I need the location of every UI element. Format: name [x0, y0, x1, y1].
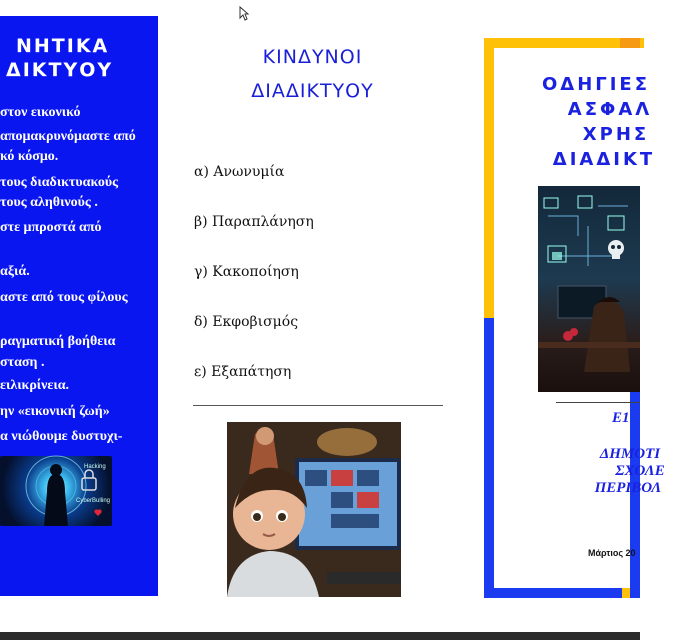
cover-title-line: ΟΔΗΓΙΕΣ	[541, 74, 651, 95]
divider	[193, 405, 443, 406]
risk-item: α) Ανωνυμία	[194, 164, 285, 180]
risk-item: ε) Εξαπάτηση	[194, 364, 292, 380]
cover-title-line: ΔΙΑΔΙΚΤ	[552, 149, 656, 170]
class-label: Ε1	[612, 410, 630, 426]
cyber-threats-image	[0, 456, 112, 526]
left-bullet: κό κόσμο.	[0, 149, 59, 164]
image-label-cyberbulling: CyberBulling	[76, 498, 111, 504]
middle-title-line: ΔΙΑΔΙΚΤΥΟΥ	[251, 80, 374, 102]
left-bullet: απομακρυνόμαστε από	[0, 129, 136, 144]
cover-divider	[556, 402, 640, 403]
bottom-bar	[0, 632, 640, 640]
mouse-cursor-icon	[239, 6, 249, 26]
left-bullet: ραγματική βοήθεια	[0, 334, 116, 349]
image-label-hacking: Hacking	[84, 464, 106, 470]
risk-item: δ) Εκφοβισμός	[194, 314, 299, 330]
school-name	[582, 446, 665, 497]
cover-border-left	[484, 318, 494, 598]
cover-border-bottom	[484, 588, 624, 598]
left-bullet: αστε από τους φίλους	[0, 290, 128, 305]
school-name-line: ΔΗΜΟΤΙ	[599, 446, 661, 462]
cyber-danger-image	[538, 186, 640, 392]
left-bullet: στον εικονικό	[0, 105, 81, 120]
cover-border-left	[484, 38, 494, 318]
left-bullet: ειλικρίνεια.	[0, 378, 70, 393]
left-panel	[0, 16, 158, 596]
cover-title	[496, 72, 656, 172]
child-at-computer-image	[227, 422, 401, 597]
left-bullet: τους αληθινούς .	[0, 195, 98, 210]
cover-title-line: ΧΡΗΣ	[582, 124, 650, 145]
left-bullet: α νιώθουμε δυστυχι-	[0, 429, 123, 444]
left-bullet: στε μπροστά από	[0, 220, 102, 235]
left-bullet: αξιά.	[0, 264, 30, 279]
middle-title-line: ΚΙΝΔΥΝΟΙ	[262, 46, 363, 68]
cover-border-accent	[620, 38, 640, 48]
left-bullet: ην «εικονική ζωή»	[0, 404, 110, 419]
risk-item: β) Παραπλάνηση	[194, 214, 314, 230]
left-panel-title	[0, 34, 158, 82]
left-bullet: σταση .	[0, 355, 45, 370]
school-name-line: ΠΕΡΙΒΟΛ	[594, 480, 662, 496]
cover-date: Μάρτιος 20	[588, 548, 636, 558]
left-bullet: τους διαδικτυακούς	[0, 175, 119, 190]
cover-title-line: ΑΣΦΑΛ	[567, 99, 653, 120]
middle-panel-title	[200, 40, 425, 108]
left-title-line: ΔΙΚΤΥΟΥ	[6, 59, 114, 81]
risk-item: γ) Κακοποίηση	[194, 264, 299, 280]
left-title-line: ΝΗΤΙΚΑ	[16, 35, 110, 57]
school-name-line: ΣΧΟΛΕ	[615, 463, 665, 479]
